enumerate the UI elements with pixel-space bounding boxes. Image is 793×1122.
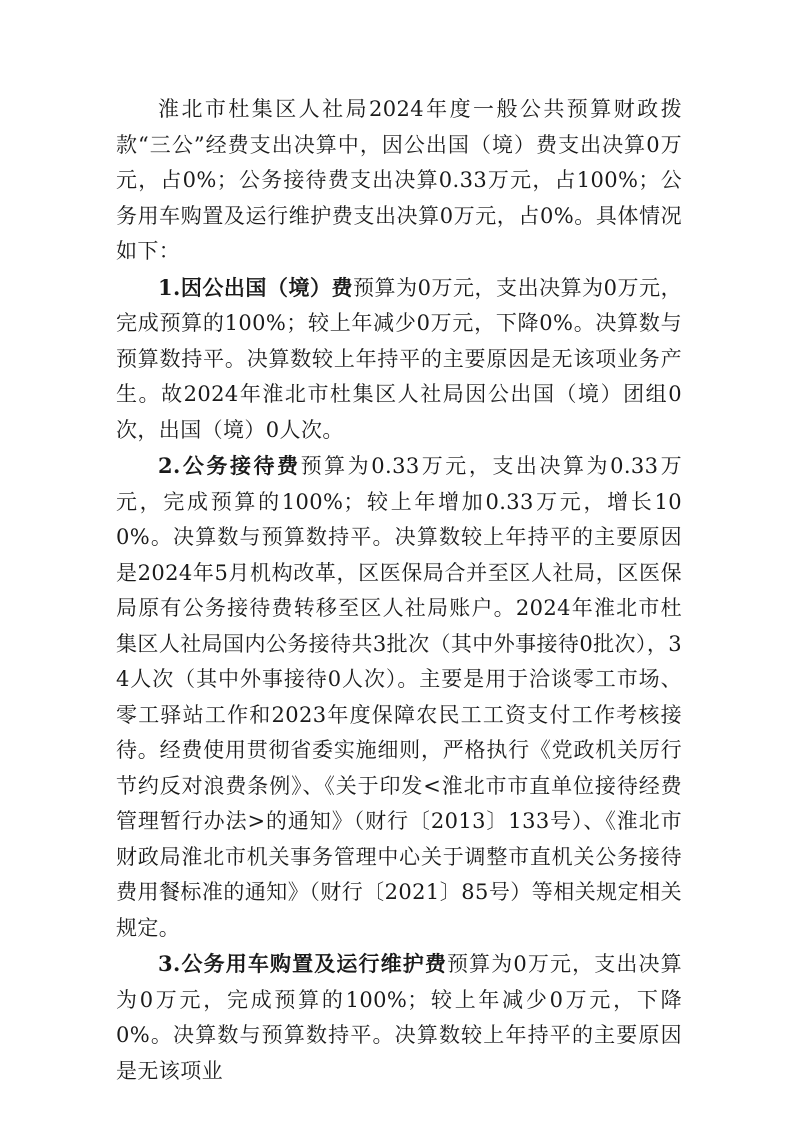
document-page xyxy=(116,92,682,1089)
section-reception-paragraph xyxy=(116,448,682,946)
section-overseas-text: 预算为0万元，支出决算为0万元，完成预算的100%；较上年减少0万元，下降0%。决算数与预算数持平。决算数较上年持平的主要原因是无该项业务产生。故2024年淮北市杜集区人社局因公出国（境）团组0次，出国（境）0人次。 xyxy=(116,275,682,442)
section-reception-text: 预算为0.33万元，支出决算为0.33万元，完成预算的100%；较上年增加0.33万元，增长100%。决算数与预算数持平。决算数较上年持平的主要原因是2024年5月机构改革，区医保局合并至区人社局，区医保局原有公务接待费转移至区人社局账户。2024年淮北市杜集区人社局国内公务接待共3批次（其中外事接待0批次），34人次（其中外事接待0人次）。主要是用于洽谈零工市场、零工驿站工作和2023年度保障农民工工资支付工作考核接待。经费使用贯彻省委实施细则，严格执行《党政机关厉行节约反对浪费条例》、《关于印发<淮北市市直单位接待经费管理暂行办法>的通知》（财行〔2013〕133号）、《淮北市财政局淮北市机关事务管理中心关于调整市直机关公务接待费用餐标准的通知》（财行〔2021〕85号）等相关规定相关规定。 xyxy=(116,454,682,940)
section-vehicle-heading: 3.公务用车购置及运行维护费 xyxy=(158,951,447,976)
section-vehicle-text: 预算为0万元，支出决算为0万元，完成预算的100%；较上年减少0万元，下降0%。决算数与预算数持平。决算数较上年持平的主要原因是无该项业 xyxy=(116,952,682,1083)
section-reception-heading: 2.公务接待费 xyxy=(158,453,301,478)
intro-text: 淮北市杜集区人社局2024年度一般公共预算财政拨款“三公”经费支出决算中，因公出国（境）费支出决算0万元，占0%；公务接待费支出决算0.33万元，占100%；公务用车购置及运行维护费支出决算0万元，占0%。具体情况如下： xyxy=(116,97,682,263)
section-overseas-heading: 1.因公出国（境）费 xyxy=(158,274,354,300)
section-vehicle-paragraph xyxy=(116,946,682,1089)
section-overseas-paragraph xyxy=(116,270,682,449)
intro-paragraph xyxy=(116,92,682,270)
